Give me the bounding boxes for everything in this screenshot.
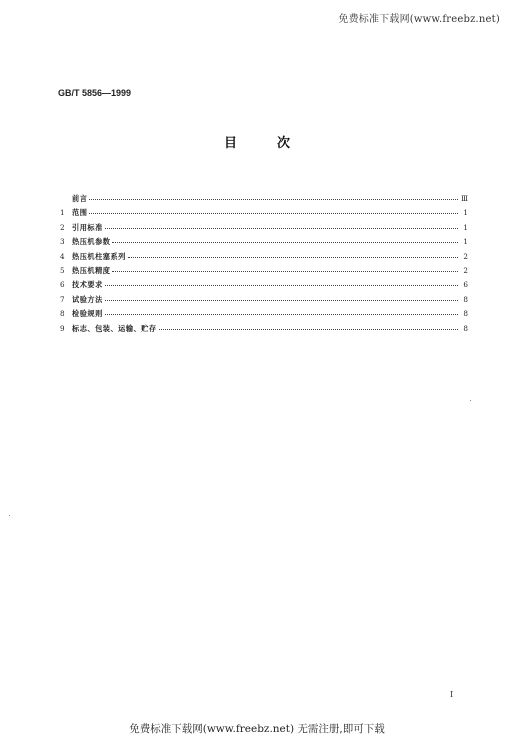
toc-dot-leader xyxy=(89,207,458,214)
toc-entry-page: Ⅲ xyxy=(461,194,468,203)
toc-entry-number: 2 xyxy=(60,222,65,232)
header-watermark: 免费标准下载网(www.freebz.net) xyxy=(338,14,500,25)
toc-entry-number: 4 xyxy=(60,251,65,261)
toc-entry[interactable] xyxy=(60,194,468,208)
toc-entry-number: 9 xyxy=(60,323,65,333)
toc-entry[interactable] xyxy=(60,237,468,251)
toc-entry[interactable] xyxy=(60,223,468,237)
toc-entry[interactable] xyxy=(60,295,468,309)
toc-entry-title: 技术要求 xyxy=(72,280,103,290)
toc-entry-number: 3 xyxy=(60,237,65,247)
toc-dot-leader xyxy=(105,279,458,286)
toc-dot-leader xyxy=(128,251,458,258)
toc-entry-page: 1 xyxy=(463,222,468,232)
toc-entry-title: 前言 xyxy=(72,194,88,203)
toc-entry-title: 热压机参数 xyxy=(72,237,111,247)
toc-entry-page: 2 xyxy=(463,265,468,275)
scan-speck xyxy=(9,515,10,516)
page-title: 目次 xyxy=(223,136,330,151)
toc-entry-title: 检验规则 xyxy=(72,309,103,319)
toc-entry[interactable] xyxy=(60,309,468,323)
toc-entry-title: 热压机精度 xyxy=(72,265,111,275)
standard-number: GB/T 5856—1999 xyxy=(58,88,132,98)
toc-dot-leader xyxy=(105,308,458,315)
toc-dot-leader xyxy=(105,294,458,301)
scan-speck xyxy=(470,400,471,401)
toc-entry-title: 标志、包装、运输、贮存 xyxy=(72,323,157,333)
page-number: I xyxy=(450,690,454,699)
toc-entry-title: 引用标准 xyxy=(72,222,103,232)
toc-entry-number: 6 xyxy=(60,280,65,290)
toc-dot-leader xyxy=(112,236,458,243)
toc-entry-page: 8 xyxy=(463,323,468,333)
table-of-contents xyxy=(60,194,468,338)
toc-dot-leader xyxy=(89,193,458,200)
toc-dot-leader xyxy=(159,323,458,330)
toc-entry[interactable] xyxy=(60,208,468,222)
toc-entry[interactable] xyxy=(60,324,468,338)
toc-entry-number: 7 xyxy=(60,294,65,304)
toc-entry-number: 8 xyxy=(60,309,65,319)
toc-entry-page: 8 xyxy=(463,309,468,319)
toc-dot-leader xyxy=(105,222,458,229)
toc-entry-title: 试验方法 xyxy=(72,294,103,304)
toc-entry-page: 1 xyxy=(463,237,468,247)
toc-entry-page: 8 xyxy=(463,294,468,304)
toc-entry-page: 2 xyxy=(463,251,468,261)
toc-entry[interactable] xyxy=(60,280,468,294)
toc-entry[interactable] xyxy=(60,266,468,280)
toc-entry-title: 热压机柱塞系列 xyxy=(72,251,126,261)
toc-entry-number: 1 xyxy=(60,208,65,218)
toc-entry[interactable] xyxy=(60,252,468,266)
toc-entry-page: 6 xyxy=(463,280,468,290)
toc-entry-page: 1 xyxy=(463,208,468,218)
toc-entry-title: 范围 xyxy=(72,208,88,218)
toc-dot-leader xyxy=(112,265,458,272)
toc-entry-number: 5 xyxy=(60,265,65,275)
footer-watermark: 免费标准下载网(www.freebz.net) 无需注册,即可下载 xyxy=(129,723,385,735)
